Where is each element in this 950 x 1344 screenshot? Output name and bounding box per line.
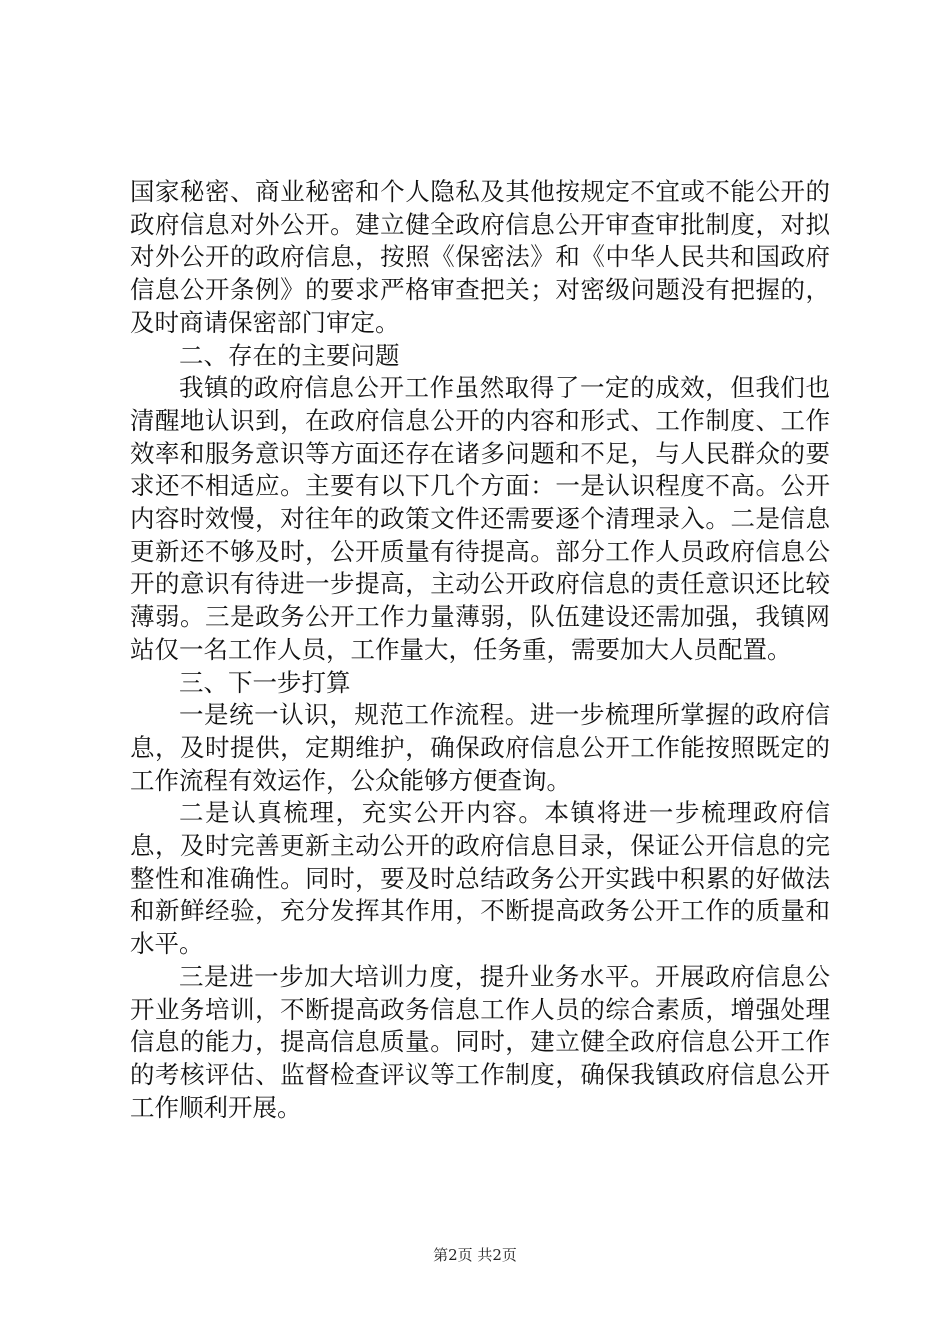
paragraph-problems: 我镇的政府信息公开工作虽然取得了一定的成效，但我们也清醒地认识到，在政府信息公开的内容和形式、工作制度、工作效率和服务意识等方面还存在诸多问题和不足，与人民群众的要求还不相适应。主要有以下几个方面：一是认识程度不高。公开内容时效慢，对往年的政策文件还需要逐个清理录入。二是信息更新还不够及时，公开质量有待提高。部分工作人员政府信息公开的意识有待进一步提高，主动公开政府信息的责任意识还比较薄弱。三是政务公开工作力量薄弱，队伍建设还需加强，我镇网站仅一名工作人员，工作量大，任务重，需要加大人员配置。: [130, 373, 830, 664]
paragraph-next-step-3: 三是进一步加大培训力度，提升业务水平。开展政府信息公开业务培训，不断提高政务信息工作人员的综合素质，增强处理信息的能力，提高信息质量。同时，建立健全政府信息公开工作的考核评估、监督检查评议等工作制度，确保我镇政府信息公开工作顺利开展。: [130, 961, 830, 1122]
paragraph-next-step-2: 二是认真梳理，充实公开内容。本镇将进一步梳理政府信息，及时完善更新主动公开的政府信息目录，保证公开信息的完整性和准确性。同时，要及时总结政务公开实践中积累的好做法和新鲜经验，充分发挥其作用，不断提高政务公开工作的质量和水平。: [130, 798, 830, 959]
section-heading-next-steps: 三、下一步打算: [179, 667, 351, 697]
paragraph-next-step-1: 一是统一认识，规范工作流程。进一步梳理所掌握的政府信息，及时提供，定期维护，确保政府信息公开工作能按照既定的工作流程有效运作，公众能够方便查询。: [130, 700, 830, 795]
page-number-footer: 第2页 共2页: [433, 1246, 517, 1264]
paragraph-continued: 国家秘密、商业秘密和个人隐私及其他按规定不宜或不能公开的政府信息对外公开。建立健全政府信息公开审查审批制度，对拟对外公开的政府信息，按照《保密法》和《中华人民共和国政府信息公开条例》的要求严格审查把关；对密级问题没有把握的，及时商请保密部门审定。: [130, 177, 830, 337]
document-body: [130, 176, 830, 1124]
section-heading-problems: 二、存在的主要问题: [179, 340, 400, 370]
